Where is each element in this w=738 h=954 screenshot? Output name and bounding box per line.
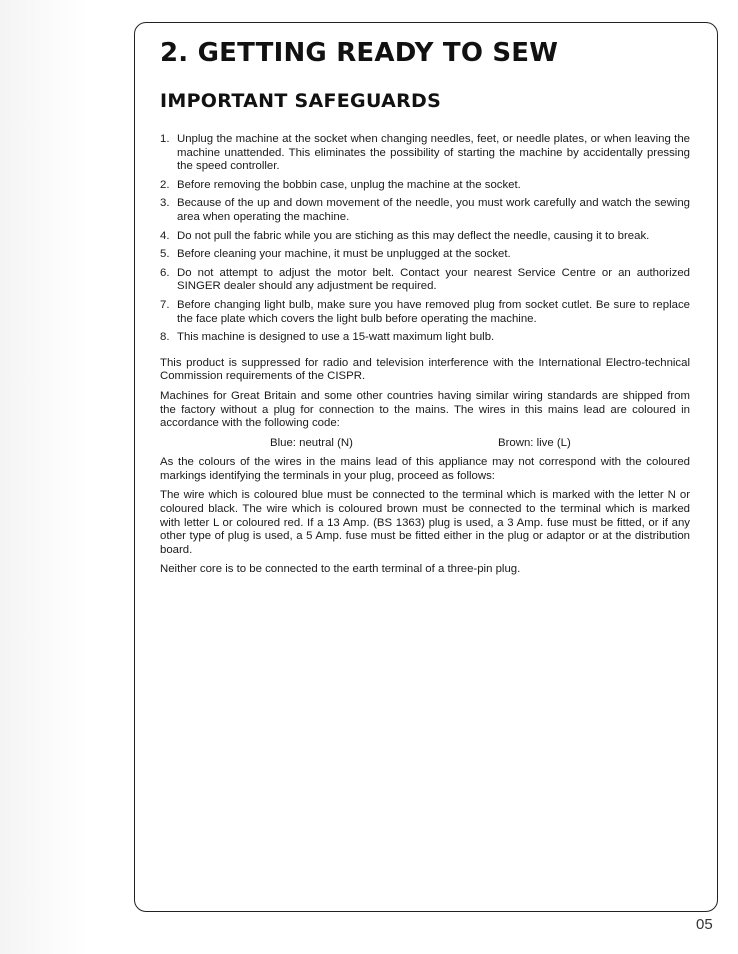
scan-edge-shading	[0, 0, 88, 954]
item-text: Before changing light bulb, make sure you have removed plug from socket cutlet. Be sure to replace the face plate which covers the light bulb before operating the machine.	[177, 298, 690, 325]
item-text: Before cleaning your machine, it must be unplugged at the socket.	[177, 248, 511, 261]
item-number: 5.	[160, 248, 170, 261]
earth-note-paragraph: Neither core is to be connected to the earth terminal of a three-pin plug.	[160, 563, 521, 576]
mains-intro-paragraph: Machines for Great Britain and some other countries having similar wiring standards are shipped from the factory without a plug for connection to the mains. The wires in this mains lead are coloured in accordance with the following code:	[160, 389, 690, 430]
list-item	[160, 331, 690, 345]
wire-colour-code	[160, 437, 690, 451]
colours-note-paragraph: As the colours of the wires in the mains lead of this appliance may not correspond with the coloured markings identifying the terminals in your plug, proceed as follows:	[160, 456, 690, 482]
list-item	[160, 248, 690, 262]
item-text: Because of the up and down movement of the needle, you must work carefully and watch the sewing area when operating the machine.	[177, 197, 690, 223]
item-number: 1.	[160, 133, 170, 145]
blue-wire-code: Blue: neutral (N)	[270, 436, 353, 449]
chapter-title: 2. GETTING READY TO SEW	[160, 38, 559, 68]
list-item	[160, 267, 690, 294]
item-number: 4.	[160, 229, 170, 242]
item-text: Do not attempt to adjust the motor belt. Contact your nearest Service Centre or an authorized SINGER dealer should any adjustment be required.	[177, 266, 690, 293]
page-content	[160, 133, 690, 583]
list-item	[160, 230, 690, 244]
list-item	[160, 299, 690, 326]
safeguards-list	[160, 133, 690, 345]
item-text: Unplug the machine at the socket when changing needles, feet, or needle plates, or when leaving the machine unattended. This eliminates the possibility of starting the machine by accidentally pressing the speed controller.	[177, 133, 690, 173]
list-item	[160, 197, 690, 224]
item-text: This machine is designed to use a 15-watt maximum light bulb.	[177, 331, 495, 344]
item-text: Before removing the bobbin case, unplug the machine at the socket.	[177, 178, 521, 191]
item-number: 6.	[160, 266, 170, 279]
list-item	[160, 179, 690, 193]
item-number: 3.	[160, 197, 170, 210]
suppression-paragraph: This product is suppressed for radio and television interference with the International Electro-technical Commission requirements of the CISPR.	[160, 356, 690, 383]
wiring-instructions-paragraph: The wire which is coloured blue must be connected to the terminal which is marked with the letter N or coloured black. The wire which is coloured brown must be connected to the terminal which is marked with letter L or coloured red. If a 13 Amp. (BS 1363) plug is used, a 3 Amp. fuse must be fitted, or if any other type of plug is used, a 5 Amp. fuse must be fitted either in the plug or adaptor or at the distribution board.	[160, 489, 690, 556]
item-number: 8.	[160, 331, 170, 344]
item-number: 7.	[160, 298, 170, 311]
section-title: IMPORTANT SAFEGUARDS	[160, 90, 442, 112]
page-number: 05	[696, 916, 713, 933]
item-number: 2.	[160, 178, 170, 191]
brown-wire-code: Brown: live (L)	[498, 436, 571, 449]
list-item	[160, 133, 690, 174]
item-text: Do not pull the fabric while you are stiching as this may deflect the needle, causing it to break.	[177, 229, 650, 242]
